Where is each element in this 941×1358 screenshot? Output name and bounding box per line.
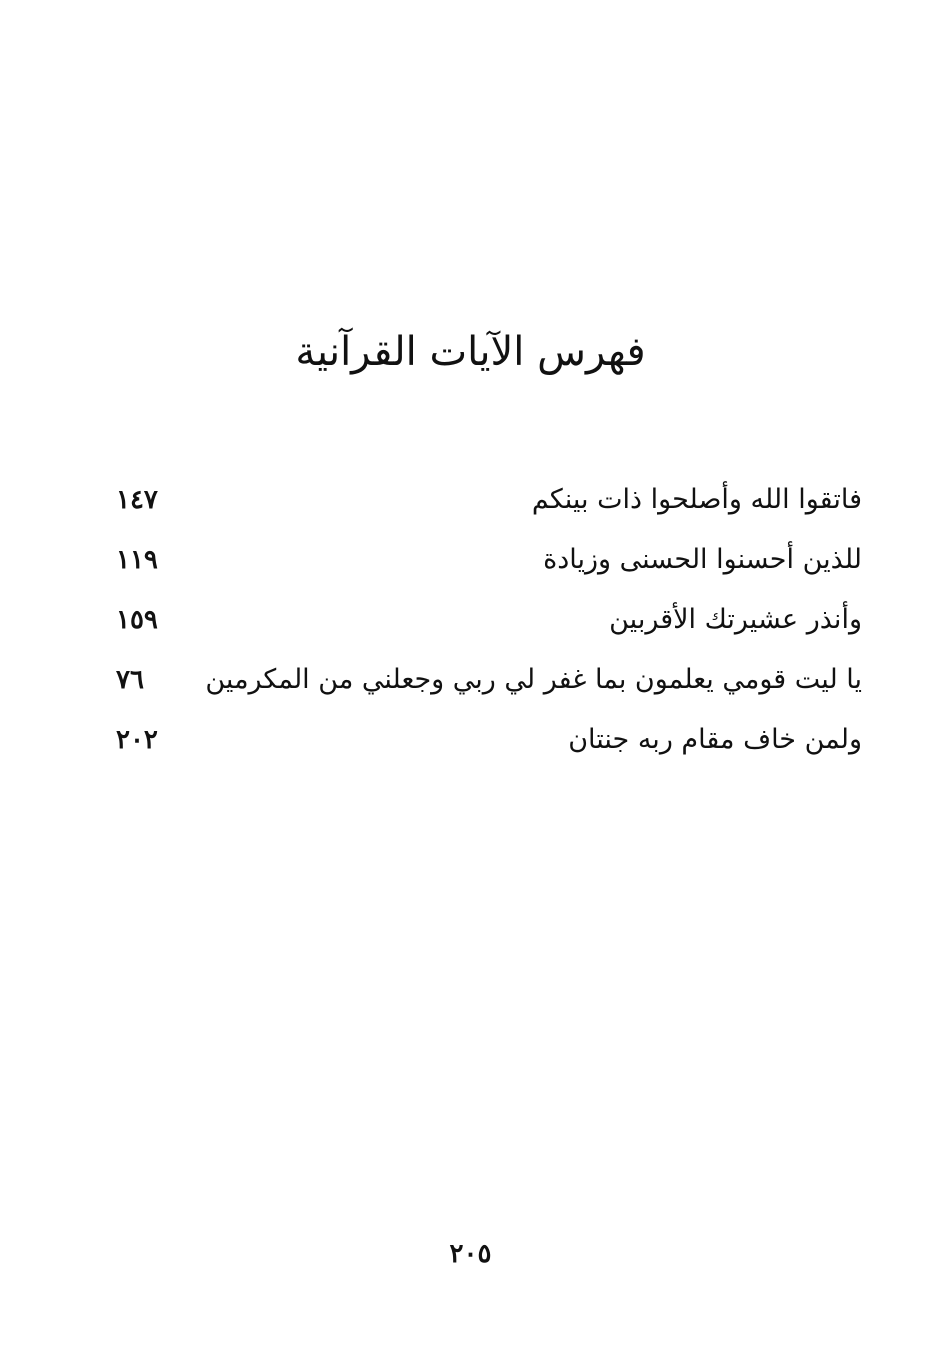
verse-text: ولمن خاف مقام ربه جنتان bbox=[568, 724, 862, 755]
verse-text: يا ليت قومي يعلمون بما غفر لي ربي وجعلني من المكرمين bbox=[205, 664, 862, 695]
verse-text: وأنذر عشيرتك الأقربين bbox=[609, 604, 862, 635]
page-title: فهرس الآيات القرآنية bbox=[295, 329, 646, 375]
verse-page-number: ٢٠٢ bbox=[116, 725, 158, 755]
index-entry bbox=[110, 714, 862, 774]
index-entry bbox=[110, 474, 862, 534]
verse-text: فاتقوا الله وأصلحوا ذات بينكم bbox=[531, 484, 862, 515]
index-entry bbox=[110, 594, 862, 654]
verse-page-number: ٧٦ bbox=[116, 665, 144, 695]
verse-index-list bbox=[110, 474, 862, 774]
verse-text: للذين أحسنوا الحسنى وزيادة bbox=[543, 544, 862, 575]
index-entry bbox=[110, 534, 862, 594]
verse-page-number: ١٥٩ bbox=[116, 605, 158, 635]
page-number: ٢٠٥ bbox=[449, 1239, 492, 1269]
index-entry bbox=[110, 654, 862, 714]
verse-page-number: ١١٩ bbox=[116, 545, 158, 575]
verse-page-number: ١٤٧ bbox=[116, 485, 158, 515]
